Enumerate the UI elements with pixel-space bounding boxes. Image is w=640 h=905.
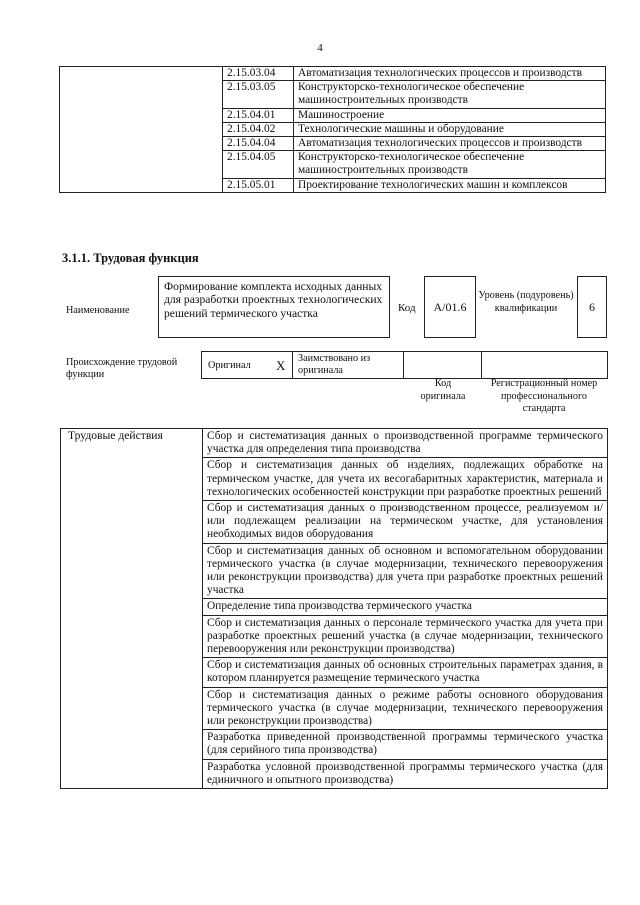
- education-codes-table: [59, 66, 606, 193]
- labor-actions-header: Трудовые действия: [61, 429, 203, 789]
- labor-action-item: Сбор и систематизация данных о персонале термического участка для учета при разработке проектных решений участка (в случае модернизации, технического перевооружения или реконструкции производства): [203, 615, 608, 658]
- original-label: Оригинал: [208, 360, 251, 371]
- original-mark: X: [276, 358, 286, 373]
- education-name: Машиностроение: [294, 108, 606, 122]
- origin-table: [201, 351, 608, 379]
- labor-action-item: Определение типа производства термического участка: [203, 599, 608, 615]
- page-number: 4: [317, 42, 323, 54]
- registration-number-caption: Регистрационный номер профессионального стандарта: [490, 378, 598, 414]
- education-code: 2.15.04.04: [223, 137, 294, 151]
- divider: [481, 352, 482, 378]
- table-row: [60, 67, 606, 81]
- section-title: 3.1.1. Трудовая функция: [62, 251, 199, 265]
- education-name: Проектирование технологических машин и комплексов: [294, 178, 606, 192]
- education-name: Конструкторско-технологическое обеспечение машиностроительных производств: [294, 81, 606, 108]
- code-label: Код: [398, 302, 416, 314]
- education-name: Конструкторско-технологическое обеспечение машиностроительных производств: [294, 151, 606, 178]
- labor-action-item: Сбор и систематизация данных о производственном процессе, реализуемом и/или подлежащем реализации на термическом участке, для установления необходимых видов оборудования: [203, 501, 608, 544]
- education-code: 2.15.03.04: [223, 67, 294, 81]
- original-cell: [202, 352, 293, 378]
- qualification-level-value: 6: [577, 276, 607, 338]
- labor-action-item: Сбор и систематизация данных об изделиях, подлежащих обработке на термическом участке, для учета их весогабаритных характеристик, материала и технологических особенностей конструкции при разработке проектных решений: [203, 458, 608, 501]
- labor-action-item: Сбор и систематизация данных о режиме работы основного оборудования термического участка (в случае модернизации, технического перевооружения или реконструкции производства): [203, 687, 608, 730]
- table-row: [61, 429, 608, 458]
- origin-label: Происхождение трудовой функции: [66, 357, 178, 380]
- education-name: Автоматизация технологических процессов и производств: [294, 67, 606, 81]
- empty-cell: [60, 67, 223, 193]
- level-label: Уровень (подуровень) квалификации: [478, 290, 574, 314]
- labor-action-item: Сбор и систематизация данных об основном и вспомогательном оборудовании термического участка (в случае модернизации, технического перевооружения или реконструкции производства) для учета при разработке проектных решений участка: [203, 543, 608, 599]
- name-label: Наименование: [66, 305, 130, 316]
- borrowed-label: Заимствовано из оригинала: [298, 353, 371, 376]
- education-code: 2.15.03.05: [223, 81, 294, 108]
- labor-action-item: Разработка условной производственной программы термического участка (для единичного и опытного производства): [203, 759, 608, 788]
- labor-actions-table: [60, 428, 608, 789]
- labor-action-item: Сбор и систематизация данных об основных строительных параметрах здания, в котором планируется размещение термического участка: [203, 658, 608, 687]
- education-code: 2.15.05.01: [223, 178, 294, 192]
- education-name: Автоматизация технологических процессов и производств: [294, 137, 606, 151]
- education-code: 2.15.04.02: [223, 122, 294, 136]
- labor-action-item: Разработка приведенной производственной программы термического участка (для серийного типа производства): [203, 730, 608, 759]
- education-name: Технологические машины и оборудование: [294, 122, 606, 136]
- divider: [403, 352, 404, 378]
- function-name-value: Формирование комплекта исходных данных для разработки проектных технологических решений термического участка: [158, 276, 390, 338]
- code-original-caption: Код оригинала: [420, 378, 466, 402]
- labor-action-item: Сбор и систематизация данных о производственной программе термического участка для определения типа производства: [203, 429, 608, 458]
- function-code-value: A/01.6: [424, 276, 476, 338]
- education-code: 2.15.04.05: [223, 151, 294, 178]
- education-code: 2.15.04.01: [223, 108, 294, 122]
